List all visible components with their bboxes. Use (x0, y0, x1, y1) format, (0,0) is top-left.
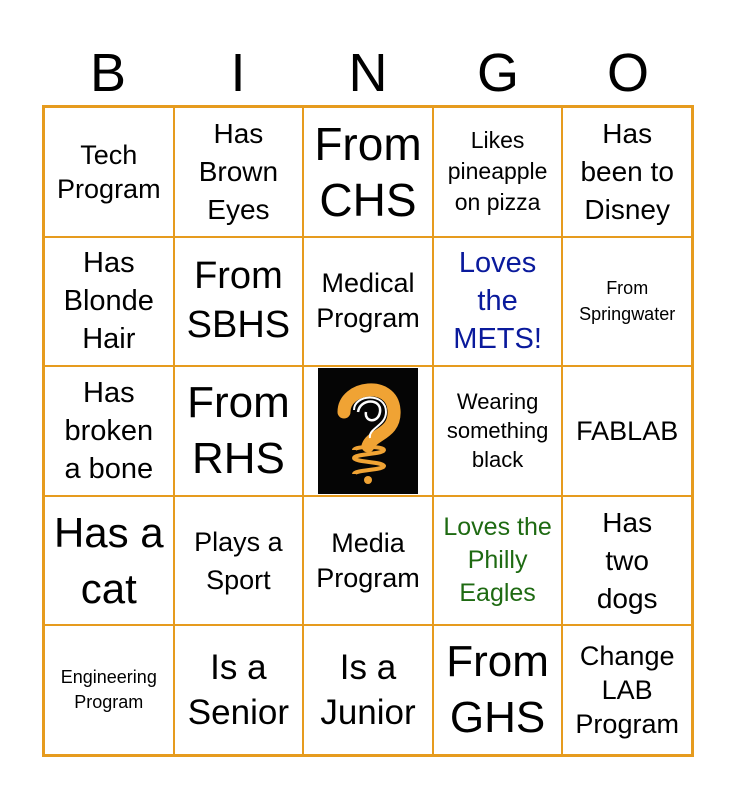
cell-label: Has Blonde Hair (63, 247, 154, 356)
header-letter-b: B (89, 43, 127, 103)
cell-label: Has broken a bone (64, 376, 154, 485)
header-letter-n: N (348, 43, 388, 103)
cell-label: Loves the METS! (453, 247, 542, 356)
cell-label: Is a Senior (187, 648, 289, 733)
bingo-cell[interactable] (562, 625, 692, 755)
bingo-cell[interactable] (303, 237, 433, 367)
bingo-cell[interactable] (174, 107, 304, 237)
cell-label: Has two dogs (596, 506, 658, 614)
header-letter-o: O (606, 43, 649, 103)
bingo-board (42, 105, 694, 757)
cell-label: Is a Junior (320, 648, 416, 733)
header-letter-g: G (476, 43, 519, 103)
bingo-cell[interactable] (303, 625, 433, 755)
bingo-cell[interactable] (174, 496, 304, 626)
cell-label: Likes pineapple on pizza (447, 127, 548, 216)
bingo-cell[interactable] (433, 625, 563, 755)
bingo-cell[interactable] (44, 107, 174, 237)
question-mark-spring-icon (328, 376, 408, 486)
free-space[interactable] (303, 366, 433, 496)
bingo-cell[interactable] (174, 237, 304, 367)
bingo-cell[interactable] (303, 496, 433, 626)
cell-label: Plays a Sport (194, 526, 283, 595)
cell-label: From RHS (187, 377, 290, 483)
cell-label: Wearing something black (446, 389, 549, 473)
bingo-cell[interactable] (562, 237, 692, 367)
bingo-header (43, 42, 693, 104)
cell-label: From GHS (446, 637, 549, 743)
cell-label: From CHS (314, 117, 422, 226)
bingo-cell[interactable] (433, 366, 563, 496)
cell-label: Loves the Philly Eagles (443, 513, 552, 608)
bingo-cell[interactable] (44, 366, 174, 496)
header-letter-i: I (230, 43, 246, 103)
free-space-image (318, 368, 418, 494)
bingo-cell[interactable] (562, 366, 692, 496)
bingo-cell[interactable] (433, 107, 563, 237)
cell-label: Engineering Program (60, 667, 157, 713)
cell-label: Media Program (316, 527, 420, 593)
bingo-cell[interactable] (44, 496, 174, 626)
bingo-cell[interactable] (174, 366, 304, 496)
bingo-cell[interactable] (44, 237, 174, 367)
cell-label: From Springwater (579, 278, 676, 325)
cell-label: Has a cat (53, 508, 164, 612)
bingo-cell[interactable] (303, 107, 433, 237)
cell-label: From SBHS (186, 255, 291, 347)
bingo-cell[interactable] (562, 496, 692, 626)
cell-label: Medical Program (316, 268, 420, 334)
bingo-cell[interactable] (44, 625, 174, 755)
cell-label: Has been to Disney (580, 117, 674, 225)
cell-label: Change LAB Program (575, 641, 679, 740)
cell-label: Tech Program (57, 139, 161, 204)
bingo-cell[interactable] (433, 496, 563, 626)
bingo-cell[interactable] (562, 107, 692, 237)
cell-label: FABLAB (576, 415, 679, 446)
bingo-cell[interactable] (174, 625, 304, 755)
cell-label: Has Brown Eyes (198, 117, 279, 225)
bingo-cell[interactable] (433, 237, 563, 367)
